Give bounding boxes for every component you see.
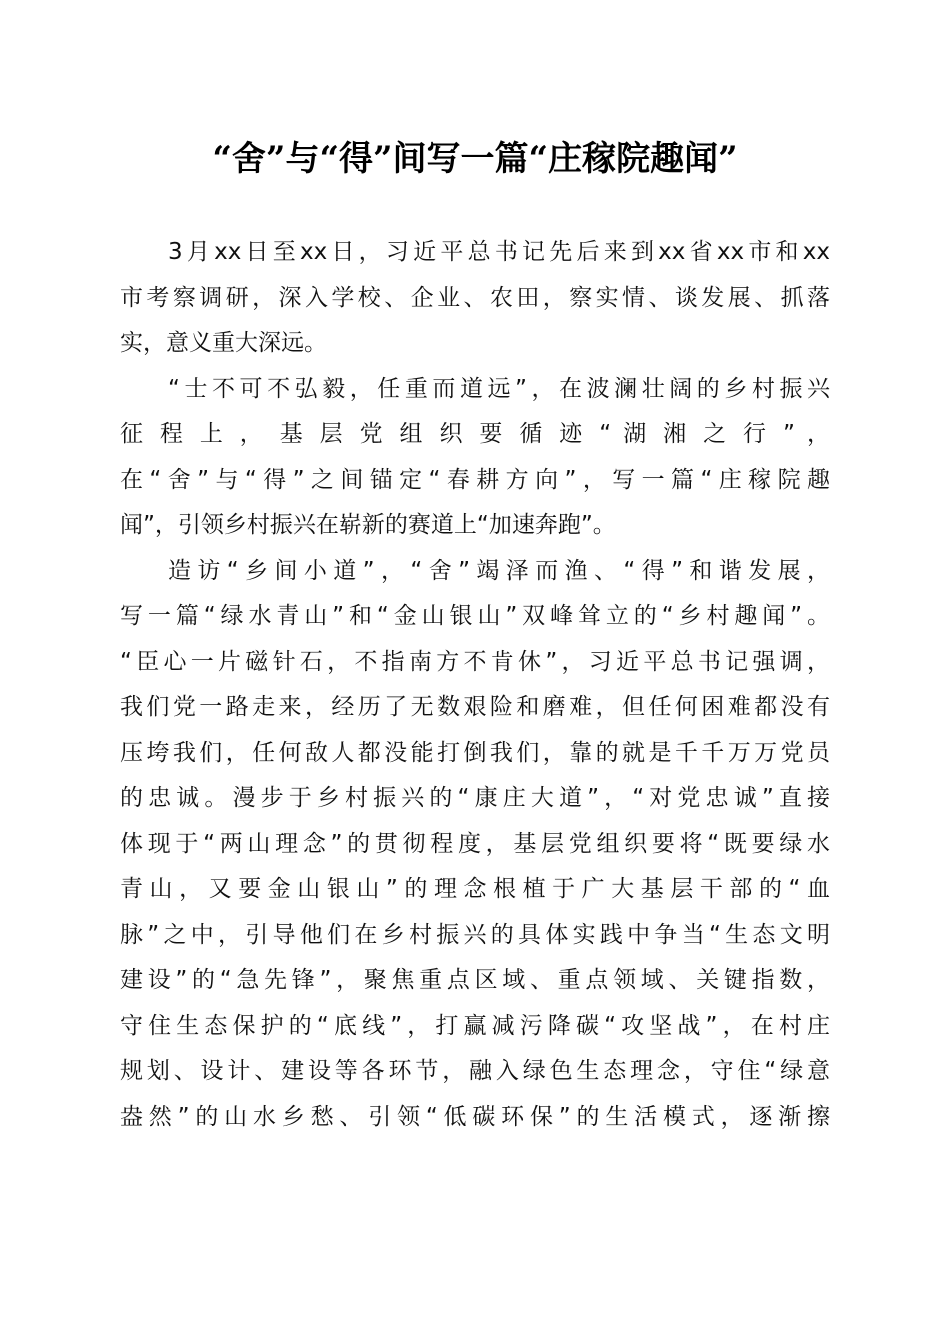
document-title: “舍”与“得”间写一篇“庄稼院趣闻”: [212, 139, 738, 179]
text-line: 写一篇“绿水青山”和“金山银山”双峰耸立的“乡村趣闻”。: [120, 603, 830, 629]
text-line: 压垮我们，任何敌人都没能打倒我们，靠的就是千千万万党员: [120, 739, 830, 766]
text-line: 实，意义重大深远。: [120, 330, 327, 356]
text-line: 建设”的“急先锋”，聚焦重点区域、重点领域、关键指数，: [120, 967, 830, 993]
text-line: 征 程 上 ， 基 层 党 组 织 要 循 迹 “ 湖 湘 之 行 ” ，: [120, 421, 830, 447]
text-line: 3月xx日至xx日，习近平总书记先后来到xx省xx市和xx: [168, 239, 830, 265]
text-line: 的忠诚。漫步于乡村振兴的“康庄大道”，“对党忠诚”直接: [120, 785, 830, 811]
text-line: 我们党一路走来，经历了无数艰险和磨难，但任何困难都没有: [120, 694, 830, 720]
paragraph-3: [120, 549, 830, 1141]
text-line: 市考察调研，深入学校、企业、农田，察实情、谈发展、抓落: [120, 284, 830, 311]
paragraph-2: [120, 367, 830, 549]
text-line: 在“舍”与“得”之间锚定“春耕方向”，写一篇“庄稼院趣: [120, 466, 830, 493]
document-body: [120, 230, 830, 1140]
text-line: 盎然”的山水乡愁、引领“低碳环保”的生活模式，逐渐擦: [120, 1103, 830, 1130]
text-line: 闻”，引领乡村振兴在崭新的赛道上“加速奔跑”。: [120, 512, 616, 538]
text-line: 造访“乡间小道”，“舍”竭泽而渔、“得”和谐发展，: [168, 557, 830, 584]
text-line: “臣心一片磁针石，不指南方不肯休”，习近平总书记强调，: [120, 648, 830, 675]
text-line: 体现于“两山理念”的贯彻程度，基层党组织要将“既要绿水: [120, 830, 830, 857]
paragraph-1: [120, 230, 830, 367]
text-line: 脉”之中，引导他们在乡村振兴的具体实践中争当“生态文明: [120, 921, 830, 948]
text-line: 守住生态保护的“底线”，打赢减污降碳“攻坚战”，在村庄: [120, 1012, 830, 1039]
text-line: 规划、设计、建设等各环节，融入绿色生态理念，守住“绿意: [120, 1058, 830, 1084]
text-line: 青山，又要金山银山”的理念根植于广大基层干部的“血: [120, 876, 830, 902]
text-line: “士不可不弘毅，任重而道远”，在波澜壮阔的乡村振兴: [168, 375, 830, 402]
